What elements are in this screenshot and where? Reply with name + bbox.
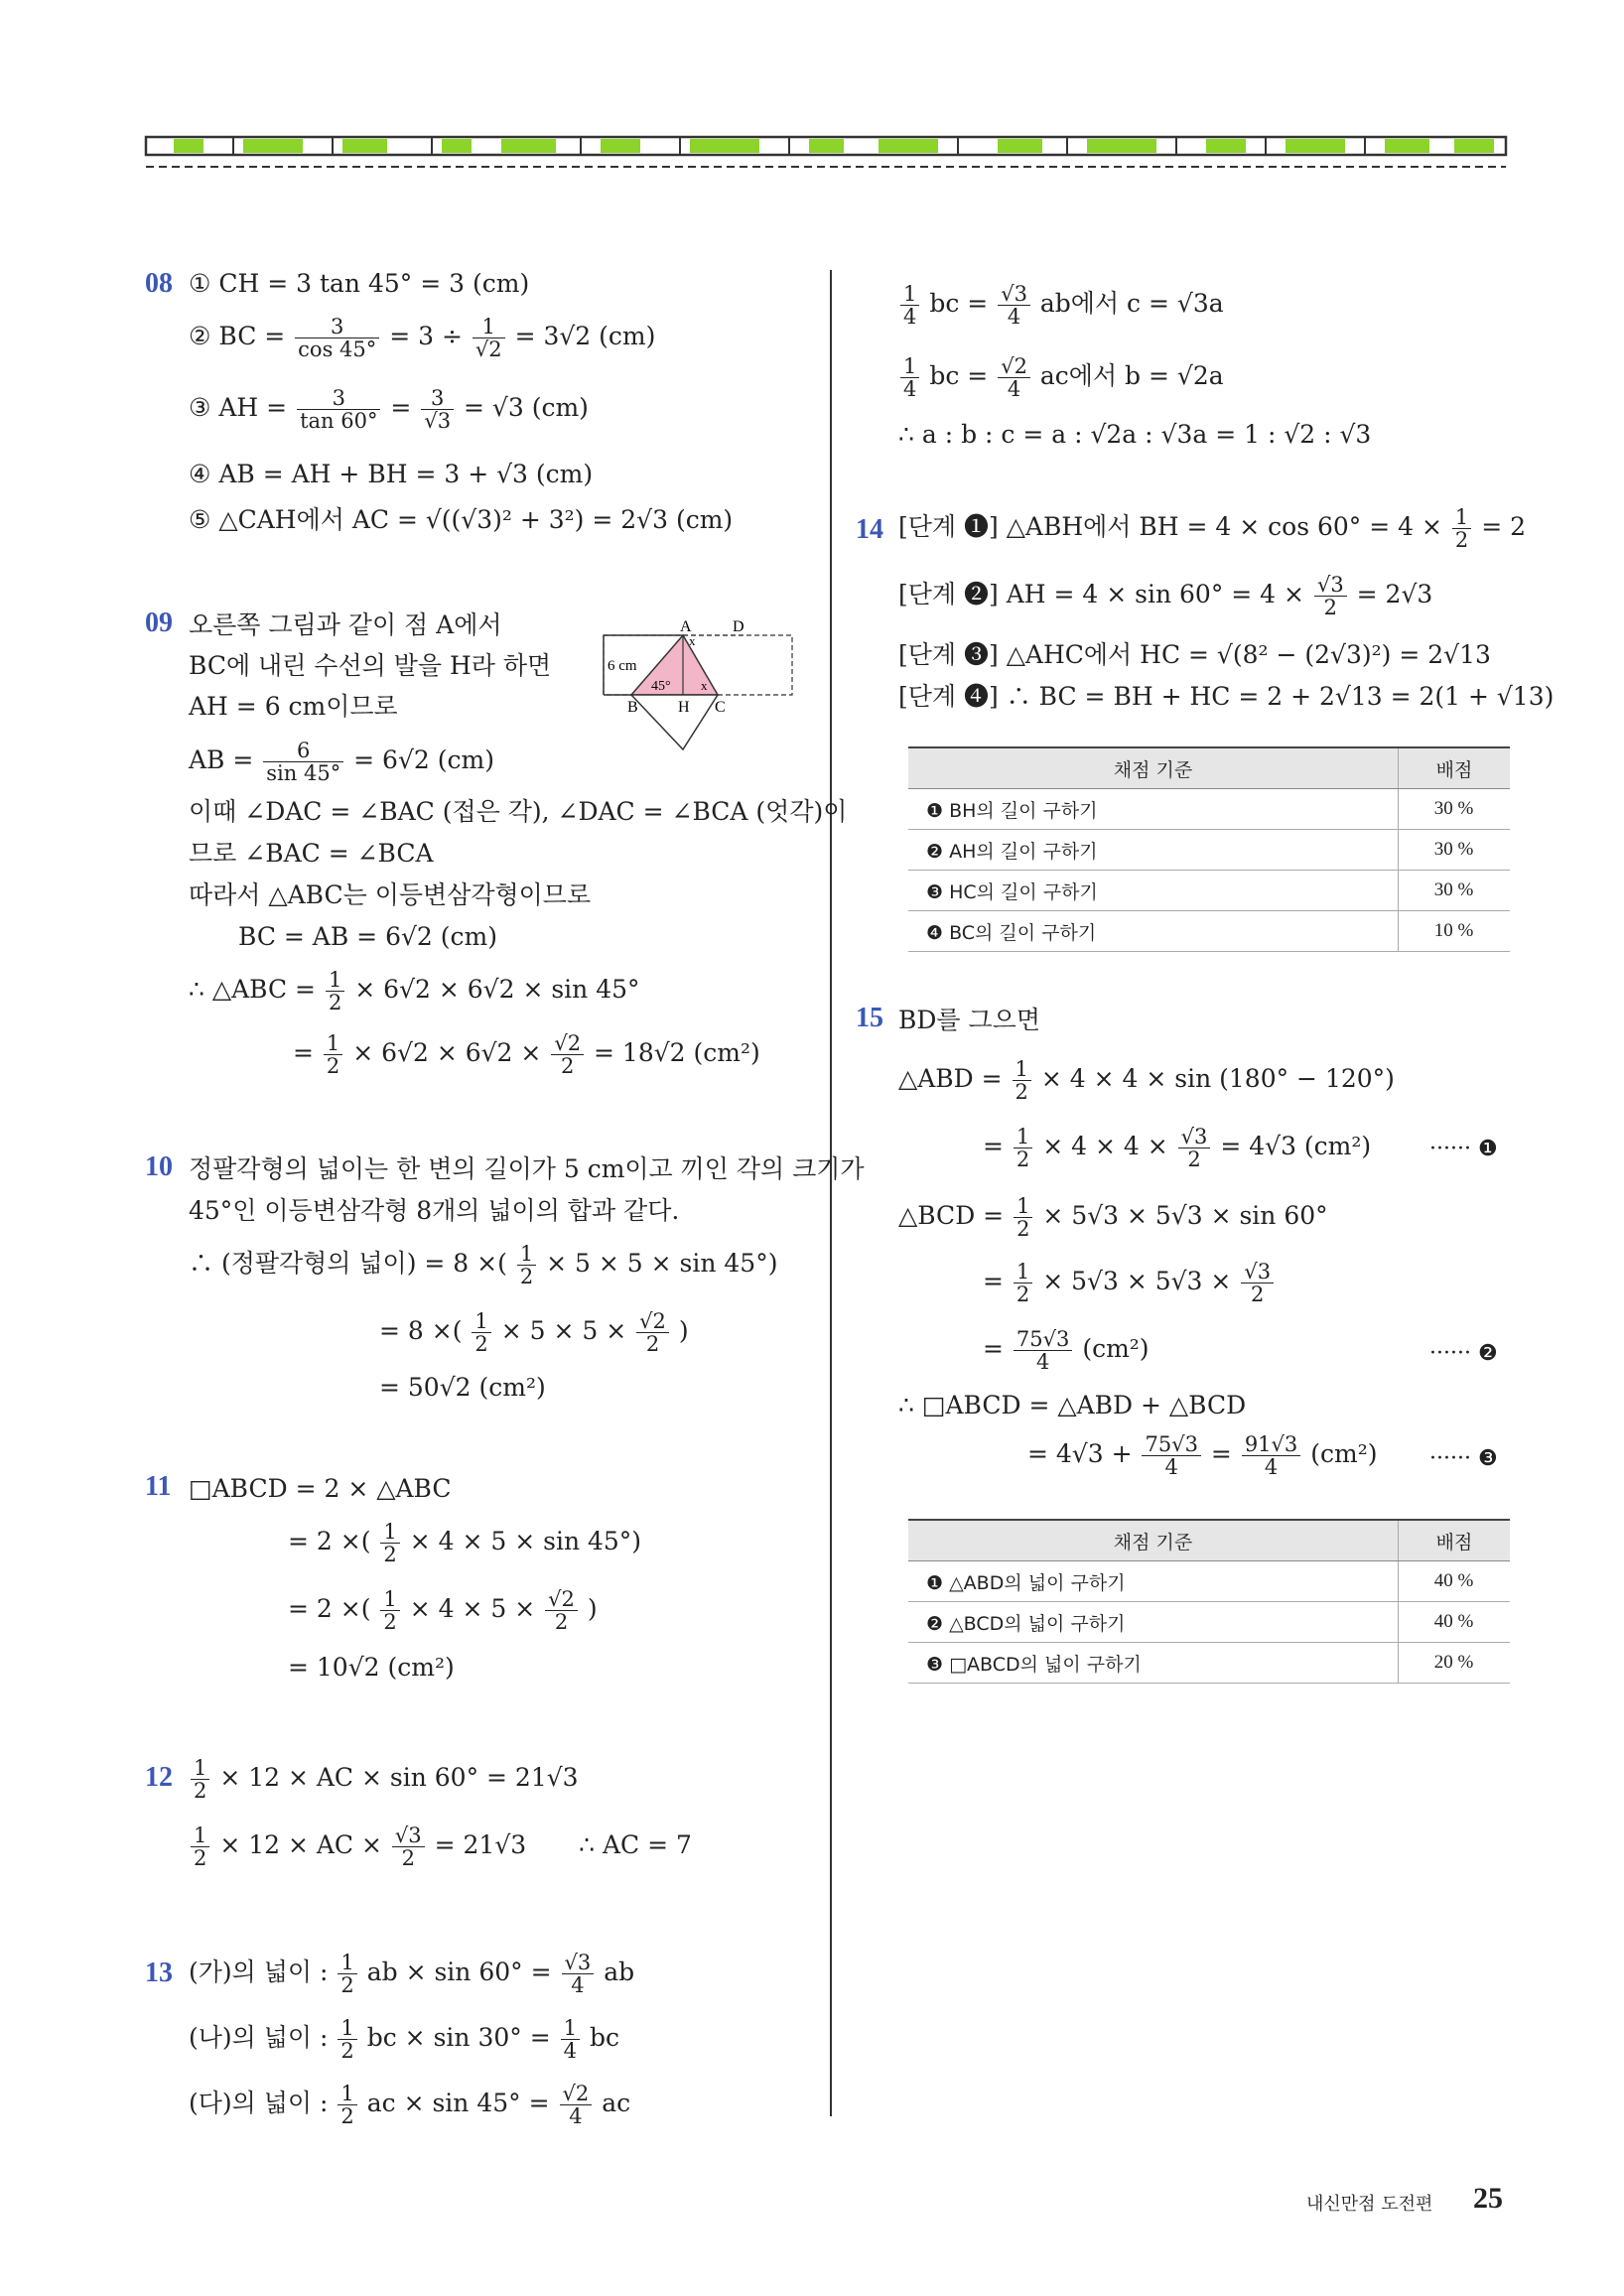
problem-number-14: 14 xyxy=(856,514,883,545)
fig-label-c: C xyxy=(715,699,726,716)
p10-line-2: 45°인 이등변삼각형 8개의 넓이의 합과 같다. xyxy=(189,1196,680,1225)
table-row: ❶ BH의 길이 구하기 30 % xyxy=(908,789,1510,830)
p11-line-2: = 2 ×( $\frac{1}{2}$ × 4 × 5 × sin 45°) xyxy=(288,1520,642,1566)
p09-line-5: 이때 ∠DAC = ∠BAC (접은 각), ∠DAC = ∠BCA (엇각)이 xyxy=(189,797,848,826)
p15-line-4: = $\frac{1}{2}$ × 5√3 × 5√3 × $\frac{√3}{2}$ xyxy=(983,1261,1276,1305)
p09-line-7: 따라서 △ABC는 이등변삼각형이므로 xyxy=(189,880,592,909)
p08-line-1: ① CH = 3 tan 45° = 3 (cm) xyxy=(189,269,530,298)
header-border-band xyxy=(144,127,1509,175)
p09-line-10: = $\frac{1}{2}$ × 6√2 × 6√2 × $\frac{√2}{2}$ = 18√2 (cm²) xyxy=(293,1031,760,1078)
p15-line-6: ∴ □ABCD = △ABD + △BCD xyxy=(898,1391,1247,1419)
p15-line-0: BD를 그으면 xyxy=(898,1006,1040,1034)
p14-step-4: [단계 ❹] ∴ BC = BH + HC = 2 + 2√13 = 2(1 + √13) xyxy=(898,682,1555,711)
p14-step-2: [단계 ❷] AH = 4 × sin 60° = 4 × $\frac{√3}{2}$ = 2√3 xyxy=(898,573,1433,619)
p14-step-1: [단계 ❶] △ABH에서 BH = 4 × cos 60° = 4 × $\frac{1}{2}$ = 2 xyxy=(898,505,1527,552)
fig-label-x2: x xyxy=(701,678,708,693)
p15-line-7: = 4√3 + $\frac{75√3}{4}$ = $\frac{91√3}{4}$ (cm²) xyxy=(1027,1432,1378,1479)
p09-line-1: 오른쪽 그림과 같이 점 A에서 xyxy=(189,610,502,639)
p10-line-4: = 8 ×( $\frac{1}{2}$ × 5 × 5 × $\frac{√2}{2}$ ) xyxy=(379,1309,689,1356)
fig-label-h: H xyxy=(678,699,690,716)
p08-line-2: ② BC = $\frac{3}{\cos 45^\circ}$ = 3 ÷ $\frac{1}{√2}$ = 3√2 (cm) xyxy=(189,315,656,361)
problem-number-09: 09 xyxy=(145,608,173,638)
table-row: ❸ □ABCD의 넓이 구하기 20 % xyxy=(908,1643,1510,1684)
p13-line-1: (가)의 넓이 : $\frac{1}{2}$ ab × sin 60° = $\frac{√3}{4}$ ab xyxy=(189,1951,635,1997)
p09-folded-paper-figure xyxy=(594,610,802,759)
p10-line-5: = 50√2 (cm²) xyxy=(379,1373,546,1402)
p13-line-3: (다)의 넓이 : $\frac{1}{2}$ ac × sin 45° = $\frac{√2}{4}$ ac xyxy=(189,2082,631,2128)
p09-line-4: AB = $\frac{6}{\sin 45^\circ}$ = 6√2 (cm) xyxy=(189,739,494,785)
table-row: ❶ △ABD의 넓이 구하기 40 % xyxy=(908,1561,1510,1602)
p09-line-8: BC = AB = 6√2 (cm) xyxy=(238,922,497,951)
problem-number-08: 08 xyxy=(145,268,173,299)
table-row: ❹ BC의 길이 구하기 10 % xyxy=(908,911,1510,952)
fig-label-angle: 45° xyxy=(651,679,671,694)
p15-line-1: △ABD = $\frac{1}{2}$ × 4 × 4 × sin (180° − 120°) xyxy=(898,1057,1395,1104)
p09-line-3: AH = 6 cm이므로 xyxy=(189,692,398,721)
fig-label-a: A xyxy=(680,618,692,635)
p13-right-line-2: $\frac{1}{4}$ bc = $\frac{√2}{4}$ ac에서 b = √2a xyxy=(898,355,1224,400)
problem-number-10: 10 xyxy=(145,1151,173,1182)
problem-number-15: 15 xyxy=(856,1003,883,1033)
problem-number-13: 13 xyxy=(145,1958,173,1988)
page-number: 25 xyxy=(1473,2182,1503,2215)
p13-right-line-3: ∴ a : b : c = a : √2a : √3a = 1 : √2 : √3 xyxy=(898,420,1372,449)
p09-line-2: BC에 내린 수선의 발을 H라 하면 xyxy=(189,651,552,680)
p09-line-9: ∴ △ABC = $\frac{1}{2}$ × 6√2 × 6√2 × sin 45° xyxy=(189,968,640,1014)
p14-step-3: [단계 ❸] △AHC에서 HC = √(8² − (2√3)²) = 2√13 xyxy=(898,640,1491,669)
p15-line-3: △BCD = $\frac{1}{2}$ × 5√3 × 5√3 × sin 60° xyxy=(898,1194,1328,1241)
table-row: ❷ △BCD의 넓이 구하기 40 % xyxy=(908,1602,1510,1643)
problem-number-11: 11 xyxy=(145,1471,172,1502)
p09-line-6: 므로 ∠BAC = ∠BCA xyxy=(189,839,434,868)
p08-line-5: ⑤ △CAH에서 AC = √((√3)² + 3²) = 2√3 (cm) xyxy=(189,505,734,534)
p11-line-4: = 10√2 (cm²) xyxy=(288,1653,455,1682)
p11-line-1: □ABCD = 2 × △ABC xyxy=(189,1474,452,1503)
table-row: ❷ AH의 길이 구하기 30 % xyxy=(908,830,1510,871)
p10-line-3: ∴ (정팔각형의 넓이) = 8 ×( $\frac{1}{2}$ × 5 × 5 × sin 45°) xyxy=(189,1242,778,1288)
footer-book-label: 내신만점 도전편 xyxy=(1306,2194,1433,2215)
fig-label-len: 6 cm xyxy=(608,658,637,674)
p13-line-2: (나)의 넓이 : $\frac{1}{2}$ bc × sin 30° = $\frac{1}{4}$ bc xyxy=(189,2016,619,2063)
p12-line-2: $\frac{1}{2}$ × 12 × AC × $\frac{√3}{2}$ = 21√3 ∴ AC = 7 xyxy=(189,1824,692,1869)
p15-line-2: = $\frac{1}{2}$ × 4 × 4 × $\frac{√3}{2}$ = 4√3 (cm²) xyxy=(983,1125,1372,1171)
p13-right-line-1: $\frac{1}{4}$ bc = $\frac{√3}{4}$ ab에서 c = √3a xyxy=(898,283,1224,328)
p12-line-1: $\frac{1}{2}$ × 12 × AC × sin 60° = 21√3 xyxy=(189,1757,579,1802)
fig-label-d: D xyxy=(733,618,744,635)
p08-line-3: ③ AH = $\frac{3}{\tan 60^\circ}$ = $\frac{3}{√3}$ = √3 (cm) xyxy=(189,386,589,433)
p15-mark-3: ······ ❸ xyxy=(1429,1446,1498,1471)
table-row: ❸ HC의 길이 구하기 30 % xyxy=(908,871,1510,911)
p15-scoring-table: 채점 기준 배점 ❶ △ABD의 넓이 구하기 40 % ❷ △BCD의 넓이 구하기 40 % ❸ □ABCD의 넓이 구하기 20 % xyxy=(908,1519,1510,1684)
fig-label-b: B xyxy=(627,699,638,716)
p14-scoring-table: 채점 기준 배점 ❶ BH의 길이 구하기 30 % ❷ AH의 길이 구하기 30 % ❸ HC의 길이 구하기 30 % ❹ BC의 길이 구하기 10 % xyxy=(908,746,1510,952)
p11-line-3: = 2 ×( $\frac{1}{2}$ × 4 × 5 × $\frac{√2}{2}$ ) xyxy=(288,1587,598,1634)
fig-label-x1: x xyxy=(689,633,696,648)
column-divider xyxy=(830,270,832,2116)
p15-mark-2: ······ ❷ xyxy=(1429,1341,1498,1366)
problem-number-12: 12 xyxy=(145,1762,173,1793)
p15-mark-1: ······ ❶ xyxy=(1429,1137,1498,1161)
p08-line-4: ④ AB = AH + BH = 3 + √3 (cm) xyxy=(189,460,594,488)
p15-line-5: = $\frac{75√3}{4}$ (cm²) xyxy=(983,1327,1150,1374)
p10-line-1: 정팔각형의 넓이는 한 변의 길이가 5 cm이고 끼인 각의 크기가 xyxy=(189,1154,865,1183)
